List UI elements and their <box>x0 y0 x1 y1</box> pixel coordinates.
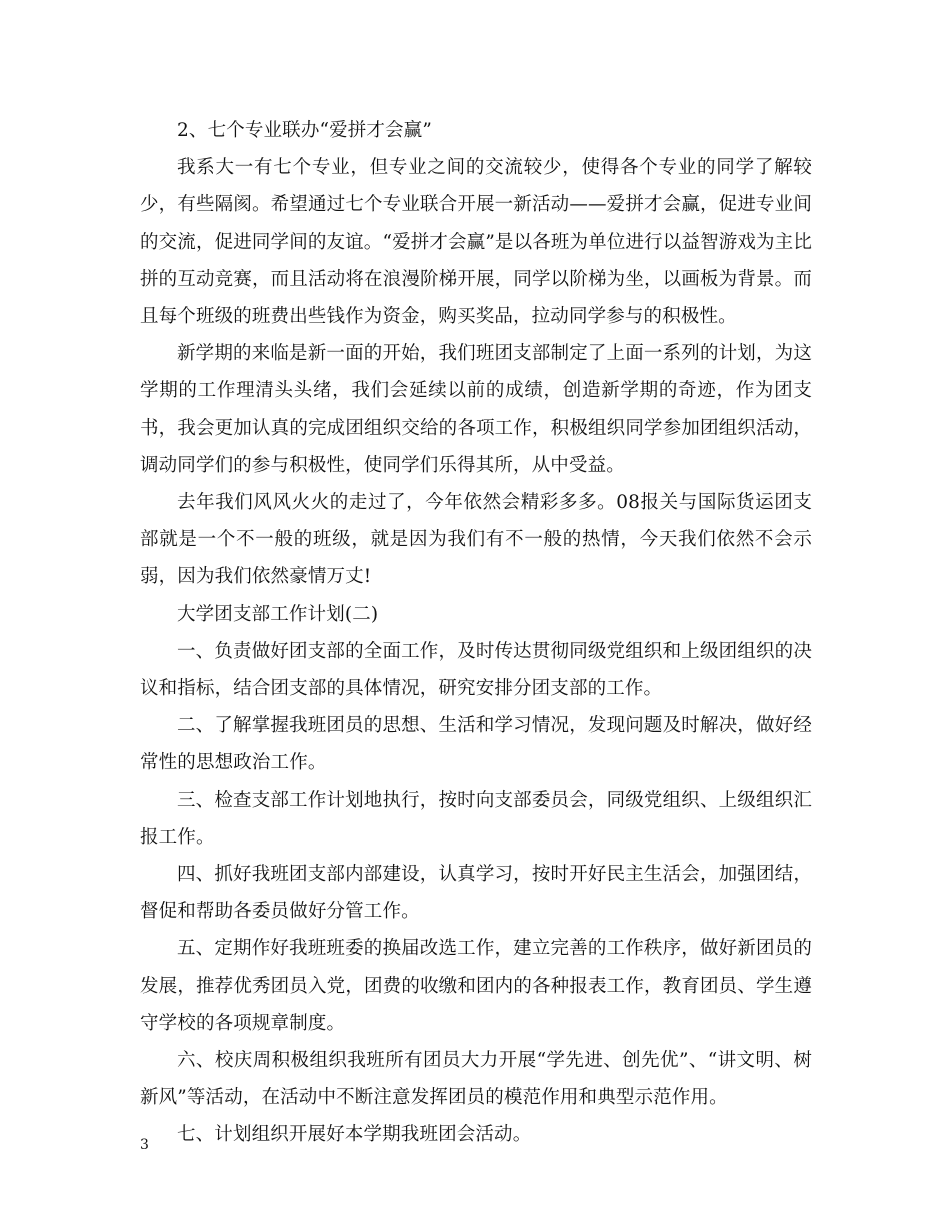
paragraph-item-3: 三、检查支部工作计划地执行，按时向支部委员会，同级党组织、上级组织汇报工作。 <box>140 789 812 848</box>
paragraph-item-6: 六、校庆周积极组织我班所有团员大力开展“学先进、创先优”、“讲文明、树新风”等活动，在活动中不断注意发挥团员的模范作用和典型示范作用。 <box>140 1050 812 1109</box>
document-body <box>140 112 812 1154</box>
paragraph-plan-title: 大学团支部工作计划(二) <box>177 603 379 625</box>
paragraph-item-7: 七、计划组织开展好本学期我班团会活动。 <box>177 1124 532 1146</box>
paragraph-activity-description: 我系大一有七个专业，但专业之间的交流较少，使得各个专业的同学了解较少，有些隔阂。希望通过七个专业联合开展一新活动——爱拼才会赢，促进专业间的交流，促进同学间的友谊。“爱拼才会赢”是以各班为单位进行以益智游戏为主比拼的互动竞赛，而且活动将在浪漫阶梯开展，同学以阶梯为坐，以画板为背景。而且每个班级的班费出些钱作为资金，购买奖品，拉动同学参与的积极性。 <box>140 157 812 328</box>
paragraph-section-heading: 2、七个专业联办“爱拼才会赢” <box>177 120 432 141</box>
paragraph-item-5: 五、定期作好我班班委的换届改选工作，建立完善的工作秩序，做好新团员的发展，推荐优秀团员入党，团费的收缴和团内的各种报表工作，教育团员、学生遵守学校的各项规章制度。 <box>140 938 812 1034</box>
paragraph-item-2: 二、了解掌握我班团员的思想、生活和学习情况，发现问题及时解决，做好经常性的思想政治工作。 <box>140 715 812 774</box>
paragraph-item-1: 一、负责做好团支部的全面工作，及时传达贯彻同级党组织和上级团组织的决议和指标，结合团支部的具体情况，研究安排分团支部的工作。 <box>140 640 812 700</box>
paragraph-last-year: 去年我们风风火火的走过了，今年依然会精彩多多。08报关与国际货运团支部就是一个不一般的班级，就是因为我们有不一般的热情，今天我们依然不会示弱，因为我们依然豪情万丈! <box>140 492 812 588</box>
paragraph-item-4: 四、抓好我班团支部内部建设，认真学习，按时开好民主生活会，加强团结，督促和帮助各委员做好分管工作。 <box>140 864 812 923</box>
page-number: 3 <box>140 1137 149 1153</box>
paragraph-new-semester: 新学期的来临是新一面的开始，我们班团支部制定了上面一系列的计划，为这学期的工作理清头头绪，我们会延续以前的成绩，创造新学期的奇迹，作为团支书，我会更加认真的完成团组织交给的各项工作，积极组织同学参加团组织活动，调动同学们的参与积极性，使同学们乐得其所，从中受益。 <box>140 343 812 476</box>
